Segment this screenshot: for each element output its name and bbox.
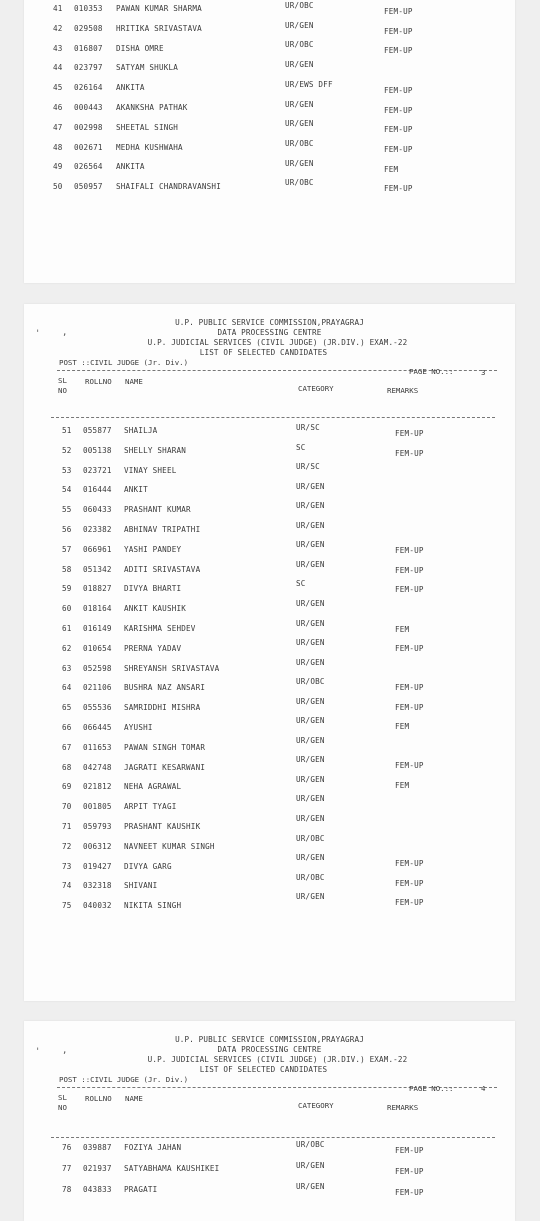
- table-row: [24, 540, 515, 559]
- candidate-name: SHREYANSH SRIVASTAVA: [124, 663, 220, 673]
- serial-number: 49: [53, 162, 63, 172]
- roll-number: 052598: [83, 663, 112, 673]
- candidate-name: NEHA AGRAWAL: [124, 782, 182, 792]
- table-row: [24, 892, 515, 915]
- candidate-name: ABHINAV TRIPATHI: [124, 525, 201, 534]
- remarks: FEM-UP: [395, 898, 424, 908]
- candidate-name: ADITI SRIVASTAVA: [124, 564, 201, 574]
- remarks: FEM-UP: [395, 859, 424, 869]
- serial-number: 57: [62, 544, 72, 554]
- serial-number: 51: [62, 426, 72, 435]
- candidate-name: HRITIKA SRIVASTAVA: [116, 23, 202, 33]
- remarks: FEM-UP: [395, 1188, 424, 1197]
- scan-mark: ': [35, 1047, 41, 1057]
- post-label: POST ::CIVIL JUDGE (Jr. Div.): [59, 358, 189, 367]
- category: UR/EWS DFF: [285, 79, 333, 89]
- table-row: [24, 481, 515, 499]
- candidate-name: PRAGATI: [124, 1185, 158, 1194]
- scan-mark: ': [35, 329, 41, 339]
- document-page-2-bottom: [24, 0, 515, 283]
- category: UR/GEN: [296, 540, 325, 550]
- roll-number: 019427: [83, 861, 112, 871]
- candidate-name: SHIVANI: [124, 881, 158, 891]
- candidate-name: PAWAN KUMAR SHARMA: [116, 4, 202, 13]
- remarks: FEM-UP: [395, 878, 424, 888]
- header-list-title: LIST OF SELECTED CANDIDATES: [199, 1065, 328, 1074]
- serial-number: 45: [53, 83, 63, 93]
- header-subtitle: DATA PROCESSING CENTRE: [217, 328, 322, 337]
- table-row: [24, 501, 515, 519]
- remarks: FEM-UP: [384, 105, 413, 115]
- category: UR/OBC: [296, 1140, 325, 1149]
- page-number: 3: [481, 368, 486, 377]
- roll-number: 011653: [83, 742, 112, 752]
- category: UR/SC: [296, 462, 320, 472]
- serial-number: 78: [62, 1185, 72, 1194]
- candidate-name: ANKIT: [124, 485, 148, 495]
- table-row: [24, 462, 515, 480]
- roll-number: 029508: [74, 23, 103, 33]
- table-row: [24, 1161, 515, 1178]
- roll-number: 005138: [83, 445, 112, 455]
- serial-number: 55: [62, 505, 72, 515]
- roll-number: 010654: [83, 643, 112, 653]
- serial-number: 41: [53, 4, 63, 13]
- candidate-name: PRASHANT KAUSHIK: [124, 822, 201, 831]
- roll-number: 018827: [83, 584, 112, 594]
- serial-number: 56: [62, 525, 72, 534]
- category: UR/GEN: [296, 657, 325, 667]
- header-title: U.P. PUBLIC SERVICE COMMISSION,PRAYAGRAJ: [175, 1035, 364, 1044]
- roll-number: 021937: [83, 1164, 112, 1173]
- remarks: FEM-UP: [384, 85, 413, 95]
- remarks: FEM-UP: [395, 683, 424, 693]
- roll-number: 023721: [83, 465, 112, 475]
- category: UR/GEN: [285, 20, 314, 30]
- column-name: NAME: [125, 377, 143, 386]
- candidate-name: AYUSHI: [124, 723, 153, 732]
- category: UR/SC: [296, 423, 320, 432]
- document-page-3: [24, 304, 515, 1001]
- divider: [51, 417, 495, 418]
- category: UR/GEN: [296, 1161, 325, 1170]
- roll-number: 021106: [83, 683, 112, 693]
- roll-number: 066445: [83, 723, 112, 732]
- category: UR/GEN: [296, 794, 325, 804]
- roll-number: 066961: [83, 544, 112, 554]
- table-row: [24, 677, 515, 697]
- header-title: U.P. PUBLIC SERVICE COMMISSION,PRAYAGRAJ: [175, 318, 364, 327]
- roll-number: 040032: [83, 901, 112, 911]
- candidate-name: PRERNA YADAV: [124, 643, 182, 653]
- column-sl: SL: [58, 376, 67, 385]
- candidate-name: MEDHA KUSHWAHA: [116, 142, 183, 152]
- serial-number: 68: [62, 762, 72, 772]
- serial-number: 69: [62, 782, 72, 792]
- candidate-name: SHAILJA: [124, 426, 158, 435]
- column-name: NAME: [125, 1094, 143, 1103]
- candidate-name: NAVNEET KUMAR SINGH: [124, 841, 215, 851]
- category: UR/OBC: [296, 677, 325, 687]
- category: UR/GEN: [296, 1182, 325, 1191]
- column-sl: SL: [58, 1093, 67, 1102]
- roll-number: 021812: [83, 782, 112, 792]
- remarks: FEM-UP: [384, 125, 413, 135]
- document-page-4: [24, 1021, 515, 1221]
- candidate-name: PRASHANT KUMAR: [124, 505, 191, 515]
- roll-number: 016149: [83, 624, 112, 633]
- page-number-label: PAGE NO.::: [409, 1084, 454, 1093]
- remarks: FEM-UP: [395, 429, 424, 438]
- category: UR/GEN: [296, 735, 325, 745]
- serial-number: 71: [62, 822, 72, 831]
- category: UR/GEN: [296, 814, 325, 823]
- table-row: [24, 579, 515, 598]
- column-remarks: REMARKS: [387, 386, 419, 395]
- serial-number: 67: [62, 742, 72, 752]
- candidate-name: YASHI PANDEY: [124, 544, 182, 554]
- table-row: [24, 158, 515, 176]
- table-row: [24, 794, 515, 816]
- serial-number: 64: [62, 683, 72, 693]
- column-no: NO: [58, 386, 67, 395]
- table-row: [24, 872, 515, 895]
- candidate-name: VINAY SHEEL: [124, 465, 177, 475]
- serial-number: 76: [62, 1143, 72, 1152]
- remarks: FEM: [395, 780, 410, 790]
- category: UR/OBC: [285, 40, 314, 50]
- table-row: [24, 853, 515, 876]
- category: UR/GEN: [296, 598, 325, 608]
- header-exam: U.P. JUDICIAL SERVICES (CIVIL JUDGE) (JR.DIV.) EXAM.-22: [147, 1055, 408, 1064]
- category: UR/GEN: [296, 501, 325, 511]
- category: UR/OBC: [285, 1, 314, 10]
- serial-number: 44: [53, 63, 63, 73]
- serial-number: 53: [62, 465, 72, 475]
- roll-number: 006312: [83, 841, 112, 851]
- category: UR/GEN: [285, 60, 314, 70]
- category: UR/GEN: [296, 853, 325, 863]
- roll-number: 051342: [83, 564, 112, 574]
- remarks: FEM-UP: [384, 26, 413, 36]
- roll-number: 042748: [83, 762, 112, 772]
- serial-number: 72: [62, 841, 72, 851]
- table-row: [24, 40, 515, 58]
- candidate-name: PAWAN SINGH TOMAR: [124, 742, 206, 752]
- table-row: [24, 442, 515, 460]
- table-row: [24, 79, 515, 97]
- remarks: FEM-UP: [395, 448, 424, 458]
- serial-number: 48: [53, 142, 63, 152]
- roll-number: 039887: [83, 1143, 112, 1152]
- category: UR/GEN: [296, 638, 325, 648]
- category: UR/OBC: [296, 833, 325, 843]
- table-row: [24, 1140, 515, 1157]
- candidate-name: SAMRIDDHI MISHRA: [124, 703, 201, 713]
- table-row: [24, 814, 515, 836]
- table-row: [24, 774, 515, 796]
- table-row: [24, 1, 515, 18]
- roll-number: 060433: [83, 505, 112, 515]
- category: SC: [296, 442, 306, 452]
- category: UR/OBC: [296, 872, 325, 882]
- roll-number: 055536: [83, 703, 112, 713]
- table-row: [24, 119, 515, 137]
- table-row: [24, 99, 515, 117]
- roll-number: 016807: [74, 43, 103, 53]
- remarks: FEM-UP: [384, 144, 413, 154]
- serial-number: 61: [62, 624, 72, 633]
- remarks: FEM-UP: [395, 585, 424, 595]
- serial-number: 43: [53, 43, 63, 53]
- remarks: FEM-UP: [395, 1167, 424, 1176]
- remarks: FEM: [395, 722, 410, 732]
- category: UR/GEN: [296, 755, 325, 765]
- table-row: [24, 618, 515, 638]
- header-list-title: LIST OF SELECTED CANDIDATES: [199, 348, 328, 357]
- scan-mark: ,: [62, 328, 68, 338]
- page-number: 4: [481, 1084, 486, 1093]
- roll-number: 043833: [83, 1185, 112, 1194]
- candidate-name: SATYABHAMA KAUSHIKEI: [124, 1164, 220, 1173]
- roll-number: 002998: [74, 122, 103, 132]
- serial-number: 70: [62, 802, 72, 812]
- serial-number: 47: [53, 122, 63, 132]
- candidate-name: JAGRATI KESARWANI: [124, 762, 206, 772]
- roll-number: 032318: [83, 881, 112, 891]
- table-row: [24, 138, 515, 157]
- roll-number: 055877: [83, 426, 112, 435]
- roll-number: 059793: [83, 822, 112, 831]
- serial-number: 58: [62, 564, 72, 574]
- remarks: FEM-UP: [395, 565, 424, 575]
- table-row: [24, 657, 515, 678]
- post-label: POST ::CIVIL JUDGE (Jr. Div.): [59, 1075, 189, 1084]
- roll-number: 026164: [74, 83, 103, 93]
- category: UR/GEN: [285, 158, 314, 168]
- category: UR/GEN: [296, 481, 325, 491]
- remarks: FEM-UP: [395, 644, 424, 654]
- remarks: FEM-UP: [384, 46, 413, 56]
- category: UR/GEN: [296, 520, 325, 530]
- candidate-name: DISHA OMRE: [116, 43, 164, 53]
- roll-number: 026564: [74, 162, 103, 172]
- candidate-name: FOZIYA JAHAN: [124, 1143, 182, 1152]
- candidate-name: NIKITA SINGH: [124, 901, 182, 911]
- candidate-name: BUSHRA NAZ ANSARI: [124, 683, 206, 693]
- remarks: FEM-UP: [384, 184, 413, 194]
- candidate-name: ANKIT KAUSHIK: [124, 604, 187, 614]
- remarks: FEM-UP: [395, 1146, 424, 1155]
- category: UR/GEN: [296, 716, 325, 726]
- column-category: CATEGORY: [298, 384, 334, 393]
- roll-number: 023797: [74, 63, 103, 73]
- roll-number: 023382: [83, 525, 112, 534]
- remarks: FEM-UP: [384, 7, 413, 16]
- table-row: [24, 20, 515, 38]
- table-row: [24, 598, 515, 618]
- category: UR/GEN: [285, 119, 314, 129]
- category: SC: [296, 579, 306, 589]
- candidate-name: ANKITA: [116, 83, 145, 93]
- serial-number: 60: [62, 604, 72, 614]
- remarks: FEM: [384, 164, 399, 174]
- serial-number: 75: [62, 901, 72, 911]
- table-row: [24, 520, 515, 539]
- remarks: FEM: [395, 624, 410, 634]
- serial-number: 63: [62, 663, 72, 673]
- serial-number: 50: [53, 182, 63, 192]
- category: UR/GEN: [296, 774, 325, 784]
- table-row: [24, 735, 515, 757]
- divider: [51, 1137, 495, 1138]
- serial-number: 77: [62, 1164, 72, 1173]
- serial-number: 74: [62, 881, 72, 891]
- candidate-name: DIVYA GARG: [124, 861, 172, 871]
- serial-number: 73: [62, 861, 72, 871]
- column-remarks: REMARKS: [387, 1103, 419, 1112]
- remarks: FEM-UP: [395, 546, 424, 556]
- serial-number: 59: [62, 584, 72, 594]
- scan-mark: ,: [62, 1046, 68, 1056]
- column-no: NO: [58, 1103, 67, 1112]
- roll-number: 000443: [74, 103, 103, 112]
- table-row: [24, 638, 515, 658]
- category: UR/GEN: [296, 696, 325, 706]
- category: UR/GEN: [296, 559, 325, 569]
- category: UR/GEN: [296, 618, 325, 628]
- roll-number: 010353: [74, 4, 103, 13]
- table-row: [24, 716, 515, 737]
- candidate-name: SHELLY SHARAN: [124, 445, 187, 455]
- remarks: FEM-UP: [395, 761, 424, 771]
- candidate-name: SHEETAL SINGH: [116, 122, 179, 132]
- roll-number: 050957: [74, 182, 103, 192]
- table-row: [24, 833, 515, 856]
- table-row: [24, 696, 515, 717]
- serial-number: 66: [62, 723, 72, 732]
- roll-number: 002671: [74, 142, 103, 152]
- serial-number: 46: [53, 103, 63, 112]
- serial-number: 65: [62, 703, 72, 713]
- candidate-name: SATYAM SHUKLA: [116, 63, 179, 73]
- page-number-label: PAGE NO.::: [409, 367, 454, 376]
- candidate-name: AKANKSHA PATHAK: [116, 103, 188, 112]
- serial-number: 54: [62, 485, 72, 495]
- candidate-name: DIVYA BHARTI: [124, 584, 182, 594]
- candidate-name: ANKITA: [116, 162, 145, 172]
- serial-number: 42: [53, 23, 63, 33]
- category: UR/OBC: [285, 178, 314, 188]
- table-row: [24, 1182, 515, 1199]
- candidate-name: SHAIFALI CHANDRAVANSHI: [116, 182, 221, 192]
- table-row: [24, 559, 515, 579]
- candidate-name: KARISHMA SEHDEV: [124, 624, 196, 633]
- table-row: [24, 423, 515, 440]
- header-exam: U.P. JUDICIAL SERVICES (CIVIL JUDGE) (JR.DIV.) EXAM.-22: [147, 338, 408, 347]
- column-category: CATEGORY: [298, 1101, 334, 1110]
- column-rollno: ROLLNO: [85, 377, 112, 386]
- roll-number: 018164: [83, 604, 112, 614]
- table-row: [24, 178, 515, 196]
- category: UR/OBC: [285, 138, 314, 148]
- remarks: FEM-UP: [395, 702, 424, 712]
- candidate-name: ARPIT TYAGI: [124, 802, 177, 812]
- roll-number: 016444: [83, 485, 112, 495]
- roll-number: 001805: [83, 802, 112, 812]
- category: UR/GEN: [296, 892, 325, 902]
- table-row: [24, 60, 515, 77]
- serial-number: 52: [62, 445, 72, 455]
- serial-number: 62: [62, 643, 72, 653]
- table-row: [24, 755, 515, 777]
- column-rollno: ROLLNO: [85, 1094, 112, 1103]
- header-subtitle: DATA PROCESSING CENTRE: [217, 1045, 322, 1054]
- category: UR/GEN: [285, 99, 314, 109]
